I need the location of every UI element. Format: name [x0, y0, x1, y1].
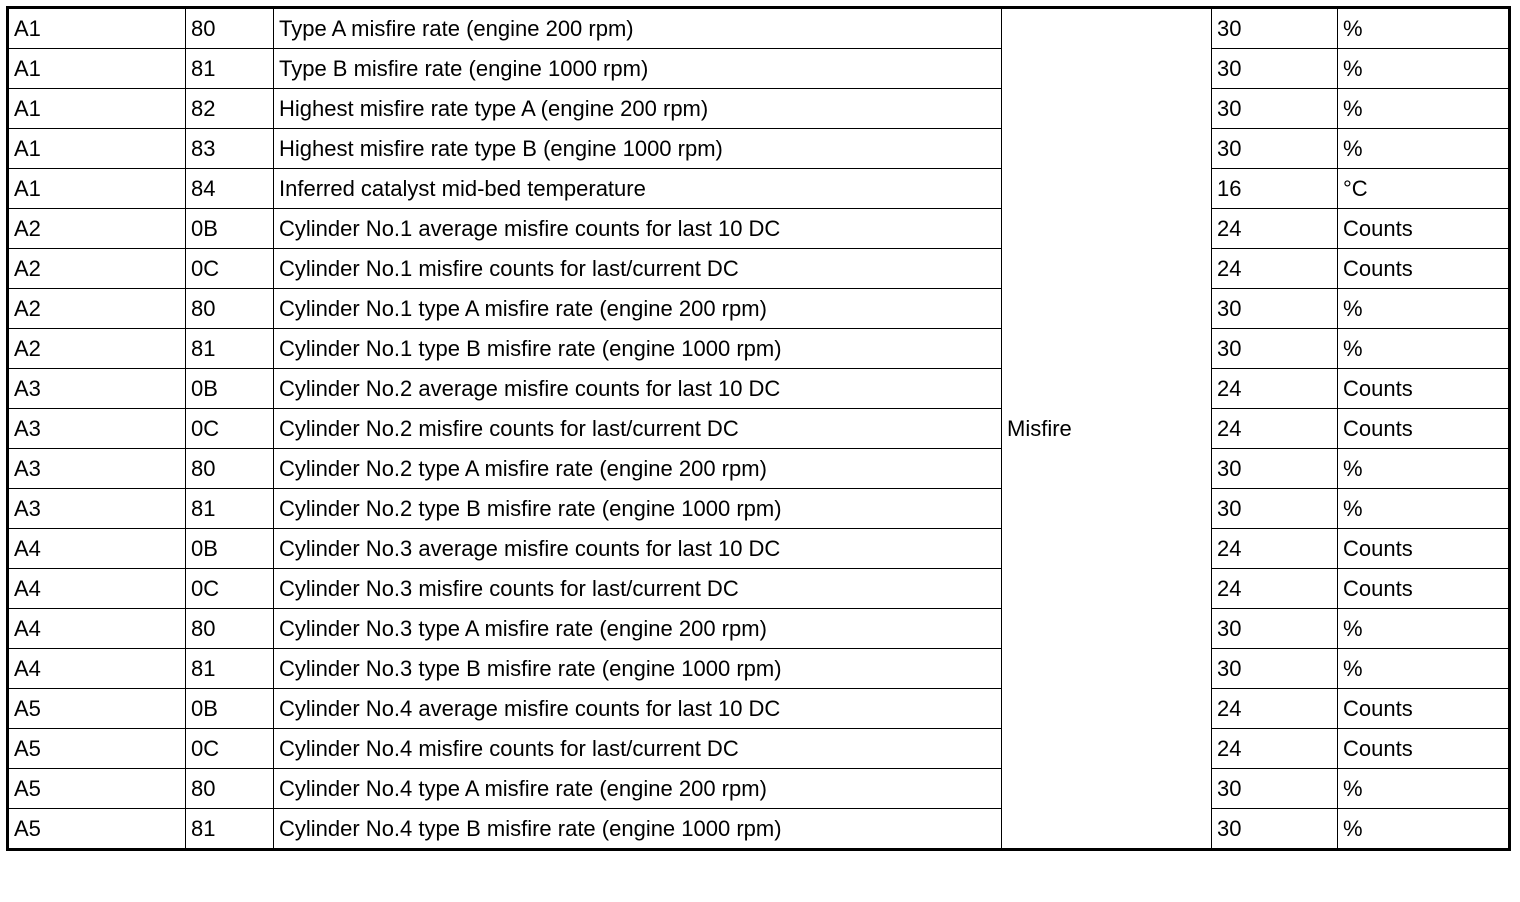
- component-id-cell: 0B: [186, 369, 274, 409]
- unit-cell: Counts: [1338, 689, 1510, 729]
- component-id-cell: 81: [186, 329, 274, 369]
- table-row: [8, 689, 1510, 729]
- description-cell: Cylinder No.2 type B misfire rate (engine 1000 rpm): [274, 489, 1002, 529]
- description-cell: Inferred catalyst mid-bed temperature: [274, 169, 1002, 209]
- table-row: [8, 8, 1510, 49]
- unit-cell: Counts: [1338, 729, 1510, 769]
- unit-cell: Counts: [1338, 209, 1510, 249]
- test-id-cell: A3: [8, 449, 186, 489]
- description-cell: Cylinder No.4 type A misfire rate (engine 200 rpm): [274, 769, 1002, 809]
- unit-conversion-cell: 30: [1212, 489, 1338, 529]
- test-id-cell: A4: [8, 609, 186, 649]
- unit-cell: %: [1338, 89, 1510, 129]
- unit-conversion-cell: 24: [1212, 409, 1338, 449]
- table-row: [8, 89, 1510, 129]
- test-id-cell: A5: [8, 809, 186, 850]
- monitor-group-cell: Misfire: [1002, 8, 1212, 850]
- test-id-cell: A3: [8, 409, 186, 449]
- description-cell: Highest misfire rate type A (engine 200 rpm): [274, 89, 1002, 129]
- table-row: [8, 489, 1510, 529]
- unit-conversion-cell: 30: [1212, 89, 1338, 129]
- unit-conversion-cell: 30: [1212, 609, 1338, 649]
- unit-cell: %: [1338, 449, 1510, 489]
- unit-cell: %: [1338, 129, 1510, 169]
- unit-conversion-cell: 16: [1212, 169, 1338, 209]
- unit-conversion-cell: 30: [1212, 49, 1338, 89]
- component-id-cell: 80: [186, 449, 274, 489]
- component-id-cell: 81: [186, 49, 274, 89]
- test-id-cell: A2: [8, 249, 186, 289]
- test-id-cell: A5: [8, 729, 186, 769]
- table-row: [8, 609, 1510, 649]
- test-id-cell: A1: [8, 129, 186, 169]
- unit-cell: Counts: [1338, 569, 1510, 609]
- description-cell: Cylinder No.3 type B misfire rate (engine 1000 rpm): [274, 649, 1002, 689]
- table-row: [8, 769, 1510, 809]
- unit-cell: Counts: [1338, 369, 1510, 409]
- unit-conversion-cell: 30: [1212, 329, 1338, 369]
- unit-cell: %: [1338, 329, 1510, 369]
- unit-conversion-cell: 24: [1212, 729, 1338, 769]
- description-cell: Type A misfire rate (engine 200 rpm): [274, 8, 1002, 49]
- component-id-cell: 0B: [186, 529, 274, 569]
- table-row: [8, 729, 1510, 769]
- table-row: [8, 449, 1510, 489]
- component-id-cell: 0B: [186, 689, 274, 729]
- unit-conversion-cell: 30: [1212, 769, 1338, 809]
- test-id-cell: A4: [8, 569, 186, 609]
- description-cell: Cylinder No.1 type A misfire rate (engine 200 rpm): [274, 289, 1002, 329]
- table-row: [8, 129, 1510, 169]
- table-row: [8, 529, 1510, 569]
- description-cell: Cylinder No.1 misfire counts for last/current DC: [274, 249, 1002, 289]
- unit-cell: Counts: [1338, 529, 1510, 569]
- document-page: [6, 6, 1506, 896]
- description-cell: Cylinder No.2 misfire counts for last/current DC: [274, 409, 1002, 449]
- test-id-cell: A3: [8, 369, 186, 409]
- test-id-cell: A1: [8, 8, 186, 49]
- unit-conversion-cell: 24: [1212, 249, 1338, 289]
- table-row: [8, 649, 1510, 689]
- unit-conversion-cell: 24: [1212, 369, 1338, 409]
- component-id-cell: 0C: [186, 729, 274, 769]
- component-id-cell: 82: [186, 89, 274, 129]
- unit-conversion-cell: 24: [1212, 689, 1338, 729]
- unit-conversion-cell: 30: [1212, 289, 1338, 329]
- unit-cell: Counts: [1338, 249, 1510, 289]
- unit-cell: %: [1338, 8, 1510, 49]
- unit-conversion-cell: 30: [1212, 8, 1338, 49]
- component-id-cell: 0B: [186, 209, 274, 249]
- table-row: [8, 209, 1510, 249]
- component-id-cell: 0C: [186, 249, 274, 289]
- unit-conversion-cell: 30: [1212, 809, 1338, 850]
- unit-conversion-cell: 30: [1212, 449, 1338, 489]
- unit-conversion-cell: 24: [1212, 569, 1338, 609]
- table-row: [8, 569, 1510, 609]
- table-row: [8, 329, 1510, 369]
- test-id-cell: A2: [8, 329, 186, 369]
- component-id-cell: 0C: [186, 409, 274, 449]
- test-id-cell: A4: [8, 529, 186, 569]
- table-row: [8, 289, 1510, 329]
- test-id-cell: A1: [8, 49, 186, 89]
- table-row: [8, 809, 1510, 850]
- test-id-cell: A1: [8, 169, 186, 209]
- test-id-cell: A5: [8, 689, 186, 729]
- test-id-cell: A5: [8, 769, 186, 809]
- unit-conversion-cell: 24: [1212, 529, 1338, 569]
- description-cell: Cylinder No.3 average misfire counts for last 10 DC: [274, 529, 1002, 569]
- component-id-cell: 81: [186, 649, 274, 689]
- description-cell: Cylinder No.4 type B misfire rate (engine 1000 rpm): [274, 809, 1002, 850]
- unit-cell: %: [1338, 649, 1510, 689]
- table-row: [8, 409, 1510, 449]
- component-id-cell: 84: [186, 169, 274, 209]
- unit-cell: °C: [1338, 169, 1510, 209]
- component-id-cell: 80: [186, 8, 274, 49]
- unit-cell: %: [1338, 609, 1510, 649]
- description-cell: Cylinder No.2 type A misfire rate (engine 200 rpm): [274, 449, 1002, 489]
- component-id-cell: 83: [186, 129, 274, 169]
- test-id-cell: A4: [8, 649, 186, 689]
- unit-cell: %: [1338, 289, 1510, 329]
- monitor-test-table: [6, 6, 1511, 851]
- description-cell: Cylinder No.4 average misfire counts for last 10 DC: [274, 689, 1002, 729]
- component-id-cell: 80: [186, 289, 274, 329]
- component-id-cell: 80: [186, 769, 274, 809]
- description-cell: Cylinder No.4 misfire counts for last/current DC: [274, 729, 1002, 769]
- description-cell: Cylinder No.3 type A misfire rate (engine 200 rpm): [274, 609, 1002, 649]
- unit-cell: %: [1338, 809, 1510, 850]
- description-cell: Cylinder No.2 average misfire counts for last 10 DC: [274, 369, 1002, 409]
- description-cell: Cylinder No.1 type B misfire rate (engine 1000 rpm): [274, 329, 1002, 369]
- test-id-cell: A2: [8, 289, 186, 329]
- table-body: [8, 8, 1510, 850]
- table-row: [8, 49, 1510, 89]
- unit-conversion-cell: 30: [1212, 129, 1338, 169]
- component-id-cell: 81: [186, 489, 274, 529]
- unit-conversion-cell: 24: [1212, 209, 1338, 249]
- unit-conversion-cell: 30: [1212, 649, 1338, 689]
- component-id-cell: 80: [186, 609, 274, 649]
- component-id-cell: 81: [186, 809, 274, 850]
- table-row: [8, 369, 1510, 409]
- unit-cell: %: [1338, 769, 1510, 809]
- component-id-cell: 0C: [186, 569, 274, 609]
- test-id-cell: A3: [8, 489, 186, 529]
- table-row: [8, 169, 1510, 209]
- description-cell: Cylinder No.3 misfire counts for last/current DC: [274, 569, 1002, 609]
- description-cell: Highest misfire rate type B (engine 1000 rpm): [274, 129, 1002, 169]
- table-row: [8, 249, 1510, 289]
- unit-cell: Counts: [1338, 409, 1510, 449]
- unit-cell: %: [1338, 49, 1510, 89]
- description-cell: Cylinder No.1 average misfire counts for last 10 DC: [274, 209, 1002, 249]
- description-cell: Type B misfire rate (engine 1000 rpm): [274, 49, 1002, 89]
- test-id-cell: A2: [8, 209, 186, 249]
- test-id-cell: A1: [8, 89, 186, 129]
- unit-cell: %: [1338, 489, 1510, 529]
